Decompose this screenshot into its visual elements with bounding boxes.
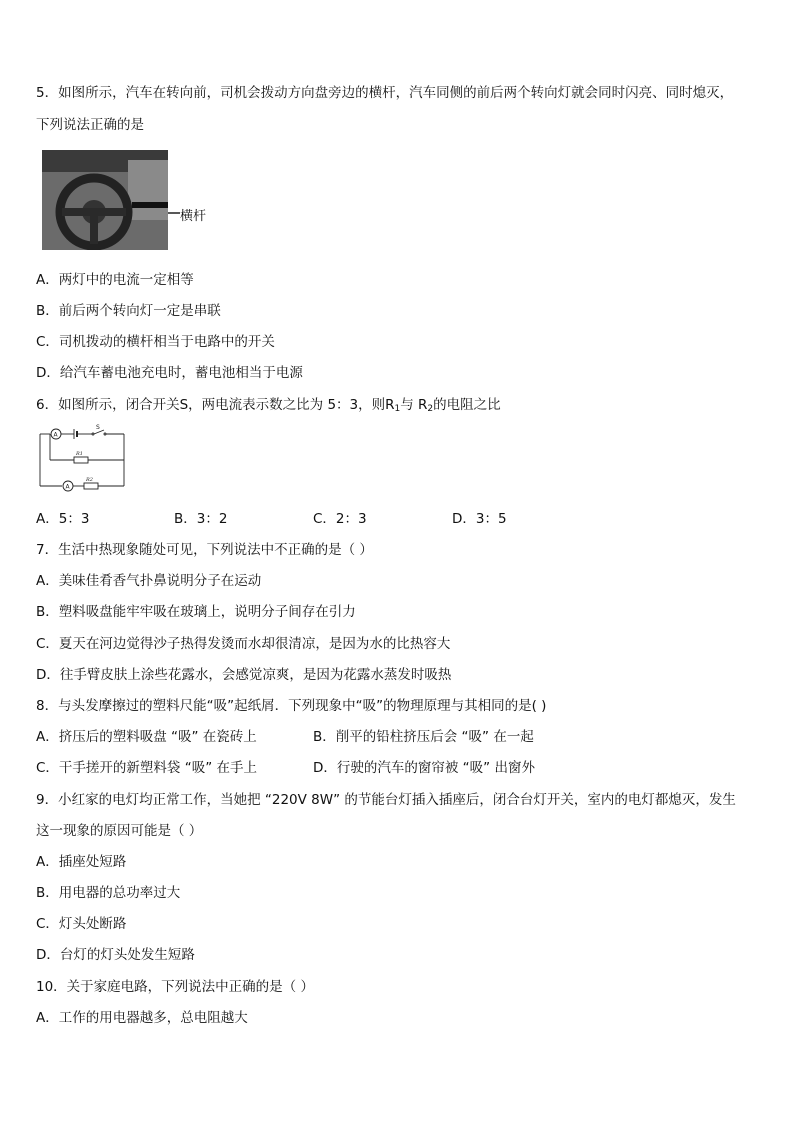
ammeter-1-label: A	[53, 431, 58, 439]
q8-stem: 8．与头发摩擦过的塑料尺能“吸”起纸屑．下列现象中“吸”的物理原理与其相同的是( )	[36, 698, 547, 714]
q8-option-a: A．挤压后的塑料吸盘 “吸” 在瓷砖上	[36, 729, 257, 745]
lever-label: 横杆	[180, 209, 207, 224]
resistor-r1-label: R1	[76, 451, 83, 457]
q9-option-d: D．台灯的灯头处发生短路	[36, 947, 195, 963]
q9-stem-line2: 这一现象的原因可能是（ ）	[36, 823, 203, 839]
q7-stem: 7．生活中热现象随处可见，下列说法中不正确的是（ ）	[36, 542, 373, 558]
q8-option-b: B．削平的铅柱挤压后会 “吸” 在一起	[313, 729, 534, 745]
q6-stem-part-b: 与 R	[400, 397, 428, 413]
q6-stem-part-c: 的电阻之比	[433, 397, 501, 413]
q7-option-c: C．夏天在河边觉得沙子热得发烫而水却很清凉，是因为水的比热容大	[36, 636, 451, 652]
ammeter-2-label: A	[65, 483, 70, 491]
q5-option-d: D．给汽车蓄电池充电时，蓄电池相当于电源	[36, 365, 303, 381]
q6-option-d: D．3：5	[452, 511, 507, 527]
q6-sub-1: 1	[394, 404, 401, 414]
q9-option-a: A．插座处短路	[36, 854, 127, 870]
steering-wheel-icon	[42, 150, 168, 250]
q5-option-a: A．两灯中的电流一定相等	[36, 272, 194, 288]
q6-stem	[36, 396, 501, 418]
q6-option-b: B．3：2	[174, 511, 228, 527]
q6-option-a: A．5：3	[36, 511, 90, 527]
q10-stem: 10．关于家庭电路，下列说法中正确的是（ ）	[36, 979, 314, 995]
q5-option-c: C．司机拨动的横杆相当于电路中的开关	[36, 334, 275, 350]
q9-stem-line1: 9．小红家的电灯均正常工作，当她把 “220V 8W” 的节能台灯插入插座后，闭合台灯开关，室内的电灯都熄灭，发生	[36, 792, 736, 808]
q6-option-c: C．2：3	[313, 511, 367, 527]
q5-option-b: B．前后两个转向灯一定是串联	[36, 303, 221, 319]
q10-option-a: A．工作的用电器越多，总电阻越大	[36, 1010, 248, 1026]
steering-wheel-photo	[42, 150, 168, 250]
q7-option-d: D．往手臂皮肤上涂些花露水，会感觉凉爽，是因为花露水蒸发时吸热	[36, 667, 452, 683]
q8-option-c: C．干手搓开的新塑料袋 “吸” 在手上	[36, 760, 257, 776]
circuit-diagram	[38, 424, 128, 496]
q5-stem-line1: 5．如图所示，汽车在转向前，司机会拨动方向盘旁边的横杆，汽车同侧的前后两个转向灯就会同时闪亮、同时熄灭，	[36, 85, 734, 101]
q6-sub-2: 2	[427, 404, 434, 414]
q8-option-d: D．行驶的汽车的窗帘被 “吸” 出窗外	[313, 760, 535, 776]
q6-stem-part-a: 6．如图所示，闭合开关S，两电流表示数之比为 5：3，则R	[36, 397, 395, 413]
q9-option-b: B．用电器的总功率过大	[36, 885, 181, 901]
q9-option-c: C．灯头处断路	[36, 916, 127, 932]
q7-option-a: A．美味佳肴香气扑鼻说明分子在运动	[36, 573, 262, 589]
resistor-r2-label: R2	[86, 477, 93, 483]
q7-option-b: B．塑料吸盘能牢牢吸在玻璃上，说明分子间存在引力	[36, 604, 356, 620]
q5-stem-line2: 下列说法正确的是	[36, 117, 144, 133]
switch-label: S	[96, 424, 100, 431]
